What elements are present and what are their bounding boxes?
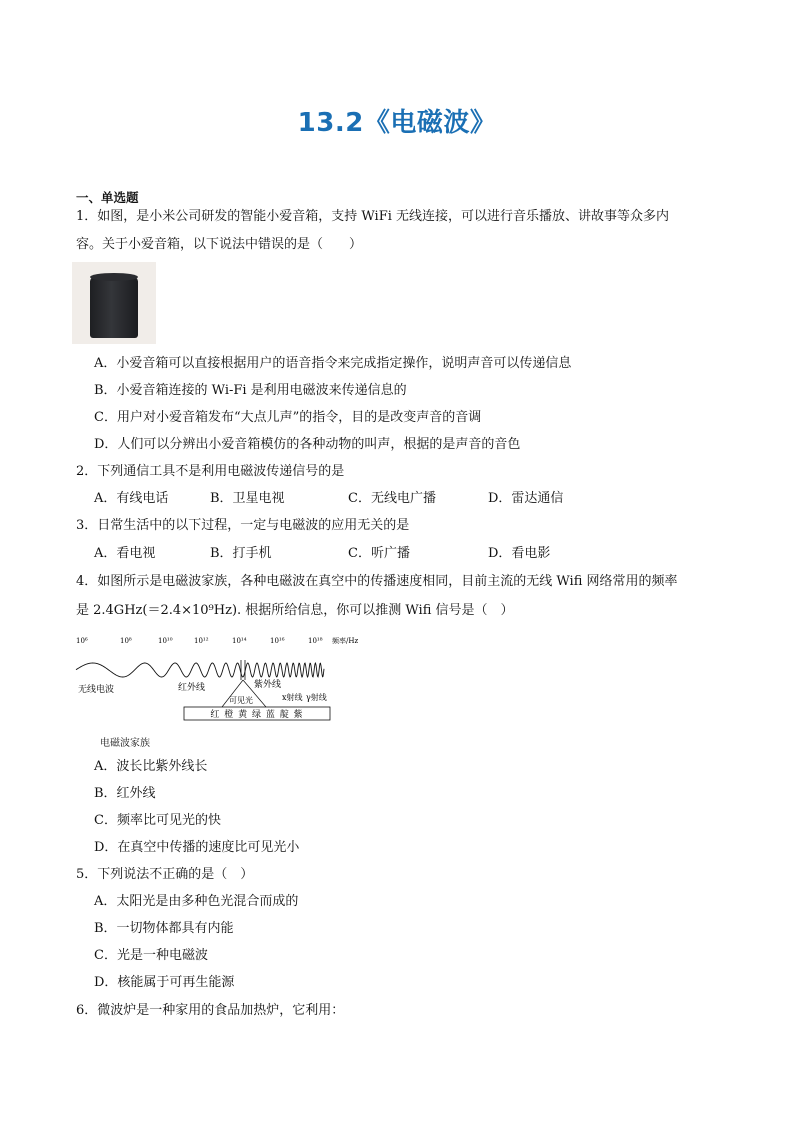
q3-option-d: D．看电影 (488, 546, 551, 561)
frequency-axis-unit: 频率/Hz (332, 637, 359, 645)
em-wave-curve (76, 663, 324, 677)
q3-option-c: C．听广播 (348, 546, 410, 561)
freq-label-1e8: 10⁸ (120, 637, 132, 645)
q1-stem-line1: 1．如图，是小米公司研发的智能小爱音箱，支持 WiFi 无线连接，可以进行音乐播放、讲故事等众多内 (76, 209, 670, 224)
q5-option-d: D．核能属于可再生能源 (94, 975, 235, 990)
q4-option-c: C．频率比可见光的快 (94, 813, 221, 828)
label-gamma-ray: γ射线 (306, 693, 327, 702)
q1-option-c: C．用户对小爱音箱发布“大点儿声”的指令，目的是改变声音的音调 (94, 410, 482, 425)
page-title: 13.2《电磁波》 (297, 108, 497, 138)
figure-caption: 电磁波家族 (100, 738, 150, 749)
freq-label-1e18: 10¹⁸ (308, 637, 323, 645)
q4-stem-line2: 是 2.4GHz(＝2.4×10⁹Hz). 根据所给信息，你可以推测 Wifi 信号是（ ） (76, 603, 514, 618)
q2-option-d: D．雷达通信 (488, 491, 564, 506)
freq-label-1e10: 10¹⁰ (158, 637, 173, 645)
visible-color-list: 红 橙 黄 绿 蓝 靛 紫 (210, 710, 304, 720)
q6-stem: 6．微波炉是一种家用的食品加热炉，它利用： (76, 1003, 345, 1018)
section-heading: 一、单选题 (76, 190, 139, 205)
smart-speaker-image (72, 262, 156, 344)
q3-stem: 3．日常生活中的以下过程，一定与电磁波的应用无关的是 (76, 518, 410, 533)
smart-speaker-icon (90, 276, 138, 338)
label-visible-light: 可见光 (229, 696, 253, 705)
q4-option-b: B．红外线 (94, 786, 156, 801)
label-radio-wave: 无线电波 (78, 685, 115, 695)
q4-option-d: D．在真空中传播的速度比可见光小 (94, 840, 300, 855)
label-xray: x射线 (282, 693, 303, 702)
q5-option-a: A．太阳光是由多种色光混合而成的 (94, 894, 299, 909)
q4-option-a: A．波长比紫外线长 (94, 759, 208, 774)
q1-option-d: D．人们可以分辨出小爱音箱模仿的各种动物的叫声，根据的是声音的音色 (94, 437, 521, 452)
freq-label-1e12: 10¹² (194, 637, 209, 645)
freq-label-1e16: 10¹⁶ (270, 637, 285, 645)
q2-stem: 2．下列通信工具不是利用电磁波传递信号的是 (76, 464, 345, 479)
label-infrared: 红外线 (178, 683, 206, 693)
q3-option-a: A．看电视 (94, 546, 156, 561)
q5-option-b: B．一切物体都具有内能 (94, 921, 234, 936)
q5-stem: 5．下列说法不正确的是（ ） (76, 867, 254, 882)
q1-stem-line2: 容。关于小爱音箱，以下说法中错误的是（ ） (76, 237, 363, 252)
q2-option-c: C．无线电广播 (348, 491, 436, 506)
q4-stem-line1: 4．如图所示是电磁波家族，各种电磁波在真空中的传播速度相同，目前主流的无线 Wifi 网络常用的频率 (76, 574, 678, 589)
q3-option-b: B．打手机 (210, 546, 272, 561)
freq-label-1e14: 10¹⁴ (232, 637, 247, 645)
label-ultraviolet: 紫外线 (254, 680, 282, 690)
q1-option-b: B．小爱音箱连接的 Wi-Fi 是利用电磁波来传递信息的 (94, 383, 407, 398)
em-spectrum-figure (74, 632, 374, 728)
q1-option-a: A．小爱音箱可以直接根据用户的语音指令来完成指定操作，说明声音可以传递信息 (94, 356, 572, 371)
freq-label-1e6: 10⁶ (76, 637, 88, 645)
q5-option-c: C．光是一种电磁波 (94, 948, 208, 963)
q2-option-a: A．有线电话 (94, 491, 169, 506)
q2-option-b: B．卫星电视 (210, 491, 285, 506)
